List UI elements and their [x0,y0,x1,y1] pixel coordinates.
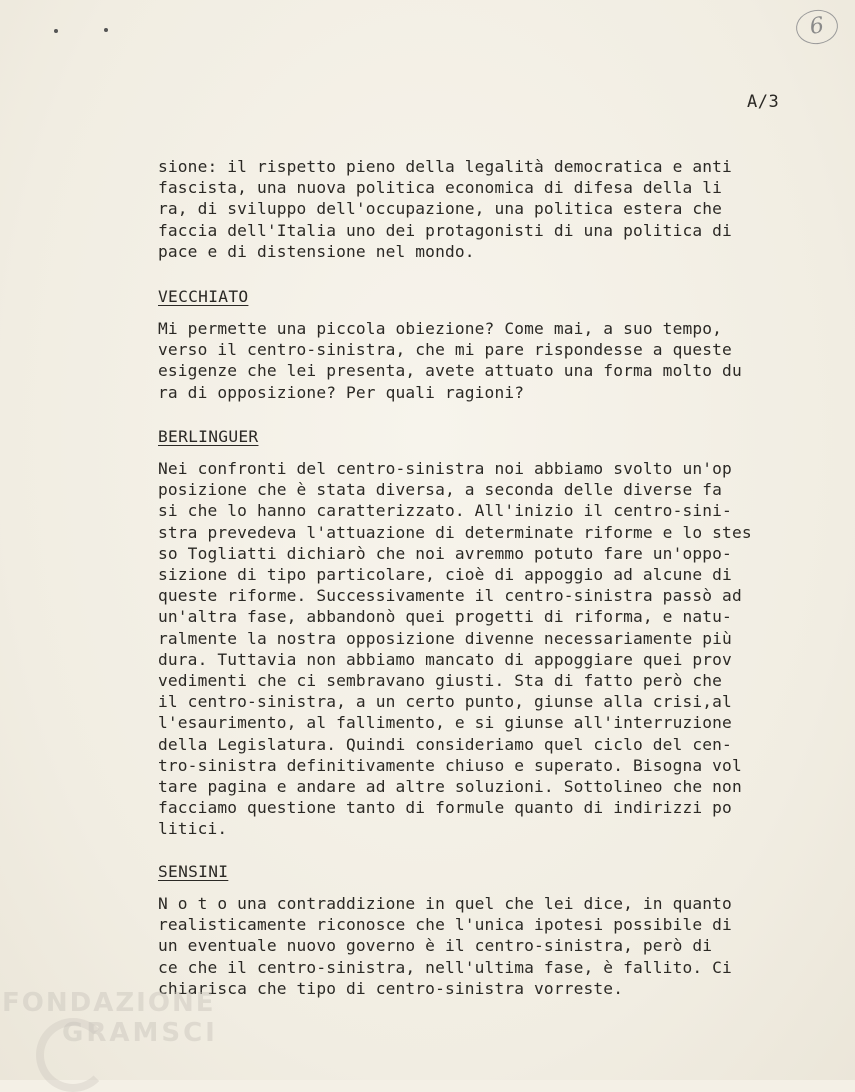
text-line: verso il centro-sinistra, che mi pare rispondesse a queste [158,340,732,360]
text-line: un'altra fase, abbandonò quei progetti di riforma, e natu- [158,607,732,627]
speaker-name: VECCHIATO [158,287,249,306]
punch-dot [54,29,58,33]
text-line: tro-sinistra definitivamente chiuso e superato. Bisogna vol [158,755,742,775]
speaker-name: BERLINGUER [158,427,259,446]
text-line: tare pagina e andare ad altre soluzioni. Sottolineo che non [158,777,742,797]
text-line: fascista, una nuova politica economica di difesa della li [158,178,723,198]
text-line: N o t o una contraddizione in quel che lei dice, in quanto [158,894,732,913]
text-line: chiarisca che tipo di centro-sinistra vorreste. [158,978,624,998]
text-line: facciamo questione tanto di formule quanto di indirizzi po [158,798,732,818]
text-line: ra, di sviluppo dell'occupazione, una politica estera che [158,199,723,219]
text-line: litici. [158,819,228,839]
text-line: so Togliatti dichiarò che noi avremmo potuto fare un'oppo- [158,543,732,563]
text-line: della Legislatura. Quindi consideriamo quel ciclo del cen- [158,734,732,754]
page-number-stamp [794,7,840,47]
text-line: Nei confronti del centro-sinistra noi abbiamo svolto un'op [158,459,732,478]
page-reference: A/3 [747,92,780,112]
text-line: posizione che è stata diversa, a seconda delle diverse fa [158,480,723,500]
text-line: realisticamente riconosce che l'unica ipotesi possibile di [158,915,732,935]
text-line: pace e di distensione nel mondo. [158,241,475,261]
text-line: sizione di tipo particolare, cioè di appoggio ad alcune di [158,565,732,585]
text-line: il centro-sinistra, a un certo punto, giunse alla crisi,al [158,692,732,712]
text-line: ralmente la nostra opposizione divenne necessariamente più [158,628,732,648]
text-line: Mi permette una piccola obiezione? Come mai, a suo tempo, [158,319,723,338]
text-line: faccia dell'Italia uno dei protagonisti di una politica di [158,220,732,240]
text-line: un eventuale nuovo governo è il centro-sinistra, però di [158,936,713,956]
text-line: si che lo hanno caratterizzato. All'inizio il centro-sini- [158,501,732,521]
text-line: ce che il centro-sinistra, nell'ultima fase, è fallito. Ci [158,957,732,977]
text-line: dura. Tuttavia non abbiamo mancato di appoggiare quei prov [158,649,732,669]
watermark-line: GRAMSCI [62,1018,218,1048]
speaker-name: SENSINI [158,862,229,881]
answer-paragraph [158,458,782,840]
question-paragraph [158,318,782,403]
punch-dot [104,28,108,32]
text-line: l'esaurimento, al fallimento, e si giunse all'interruzione [158,713,732,733]
text-line: esigenze che lei presenta, avete attuato una forma molto du [158,361,742,381]
text-line: vedimenti che ci sembravano giusti. Sta di fatto però che [158,671,723,691]
page-number-stamp-text: 6 [808,13,826,40]
text-line: ra di opposizione? Per quali ragioni? [158,382,525,402]
text-line: queste riforme. Successivamente il centro-sinistra passò ad [158,586,742,606]
text-line: stra prevedeva l'attuazione di determinate riforme e lo stes [158,522,752,542]
intro-paragraph [158,156,782,262]
watermark [0,988,218,1048]
question-paragraph [158,893,782,999]
text-line: sione: il rispetto pieno della legalità democratica e anti [158,157,732,176]
watermark-line: FONDAZIONE [2,988,216,1018]
